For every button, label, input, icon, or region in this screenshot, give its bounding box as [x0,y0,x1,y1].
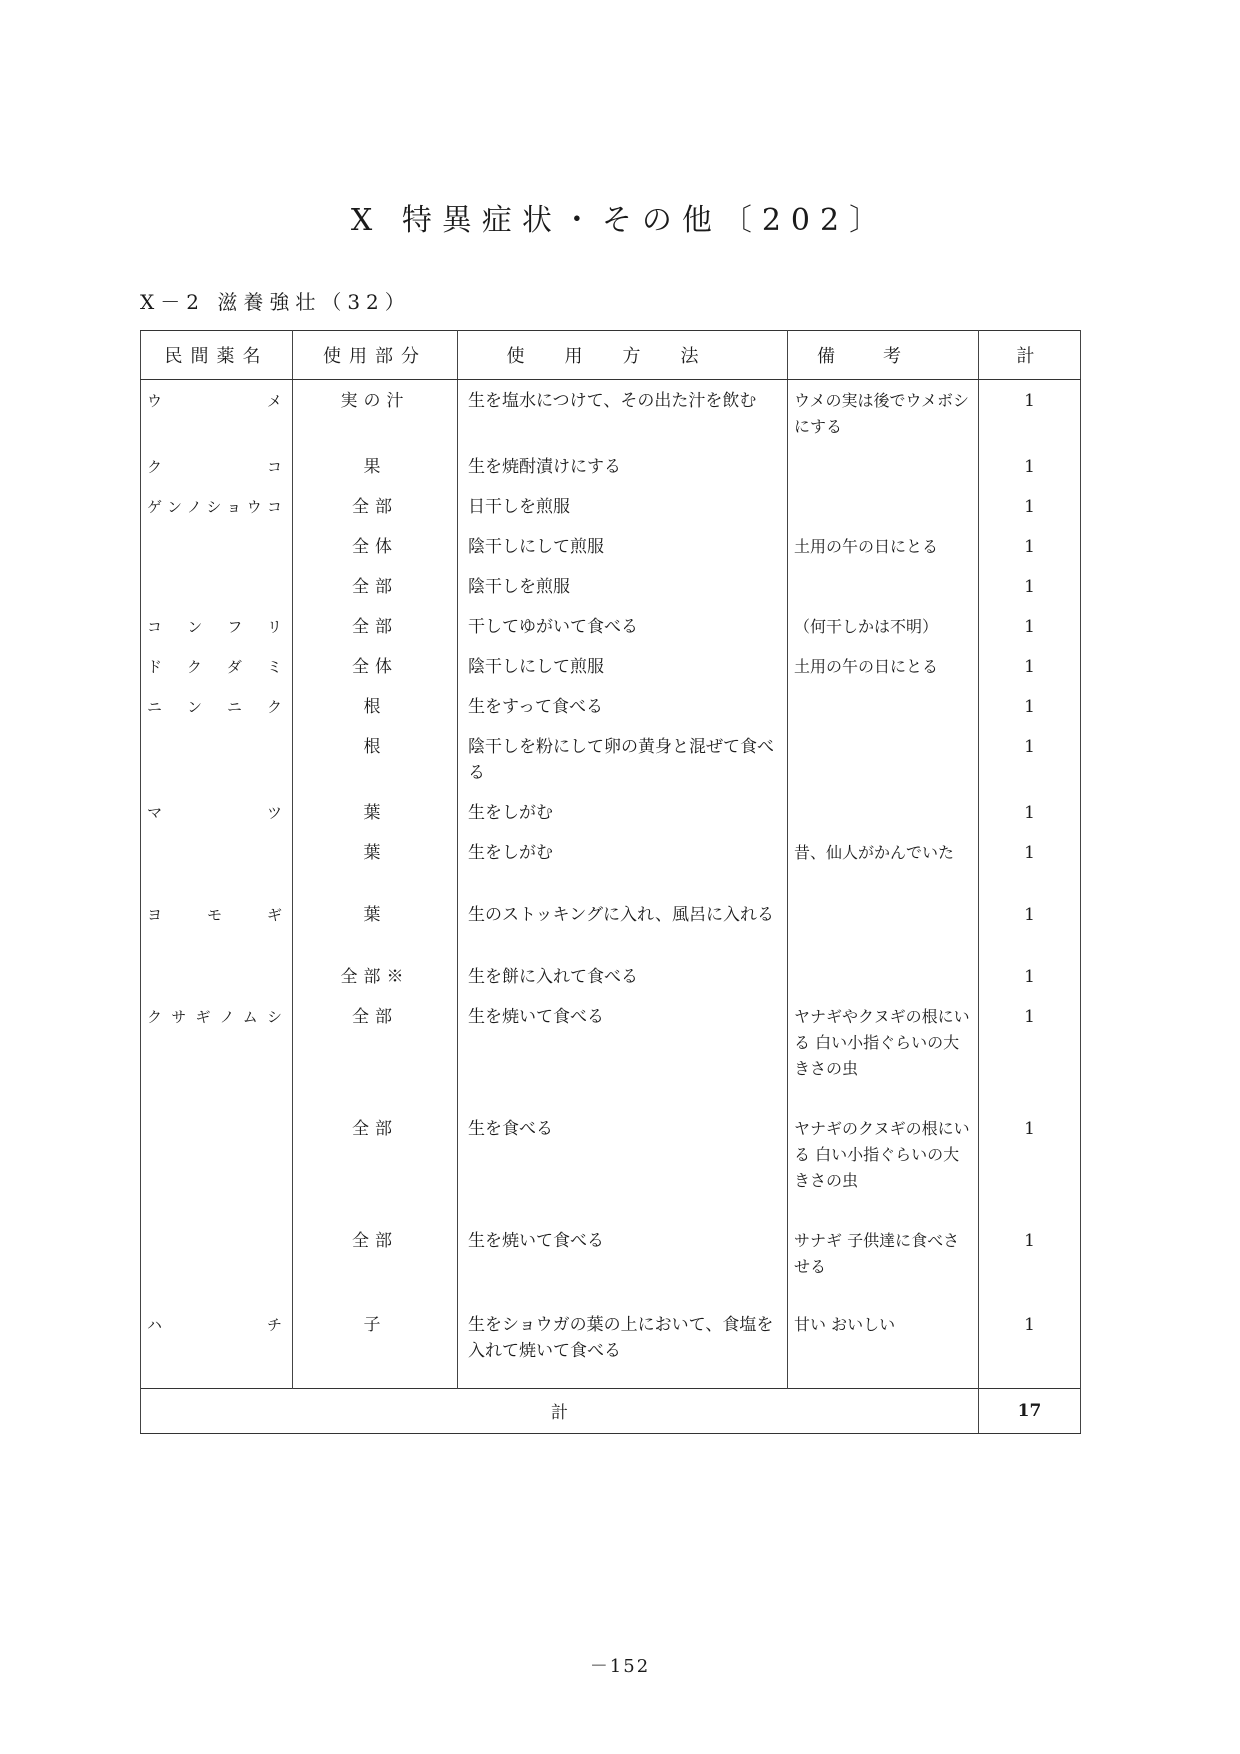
cell-notes: ヤナギやクヌギの根にいる 白い小指ぐらいの大きさの虫 [788,996,979,1108]
cell-remedy-name: コンフリ [141,606,293,646]
cell-part-used: 全部 [293,566,458,606]
cell-remedy-name: ドクダミ [141,646,293,686]
cell-part-used: 根 [293,726,458,792]
cell-remedy-name: ハチ [141,1304,293,1388]
cell-remedy-name: ウメ [141,380,293,447]
table-body [141,380,1081,1389]
table-row [141,526,1081,566]
cell-usage-method: 生をショウガの葉の上において、食塩を入れて焼いて食べる [458,1304,788,1388]
cell-count: 1 [979,1108,1081,1220]
cell-notes [788,686,979,726]
cell-notes [788,446,979,486]
cell-remedy-name: マツ [141,792,293,832]
table-row [141,1108,1081,1220]
cell-usage-method: 陰干しを煎服 [458,566,788,606]
cell-count: 1 [979,1304,1081,1388]
cell-remedy-name [141,1108,293,1220]
table-row [141,894,1081,956]
cell-usage-method: 生を塩水につけて、その出た汁を飲む [458,380,788,447]
cell-count: 1 [979,566,1081,606]
cell-remedy-name: クコ [141,446,293,486]
header-usage-method: 使用方法 [458,331,788,380]
cell-part-used: 葉 [293,894,458,956]
cell-usage-method: 生を餅に入れて食べる [458,956,788,996]
cell-part-used: 子 [293,1304,458,1388]
table-row [141,996,1081,1108]
cell-count: 1 [979,792,1081,832]
header-notes: 備考 [788,331,979,380]
cell-notes: 土用の午の日にとる [788,526,979,566]
cell-count: 1 [979,446,1081,486]
remedy-table-container [140,330,1080,1434]
cell-count: 1 [979,956,1081,996]
cell-part-used: 葉 [293,832,458,894]
table-row [141,380,1081,447]
cell-notes [788,486,979,526]
cell-part-used: 葉 [293,792,458,832]
cell-part-used: 全体 [293,526,458,566]
cell-count: 1 [979,380,1081,447]
table-row [141,1220,1081,1304]
cell-part-used: 全部 [293,486,458,526]
total-label: 計 [141,1388,979,1433]
cell-usage-method: 陰干しを粉にして卵の黄身と混ぜて食べる [458,726,788,792]
cell-notes: ヤナギのクヌギの根にいる 白い小指ぐらいの大きさの虫 [788,1108,979,1220]
cell-count: 1 [979,686,1081,726]
cell-remedy-name: ヨモギ [141,894,293,956]
cell-count: 1 [979,894,1081,956]
cell-usage-method: 生をすって食べる [458,686,788,726]
cell-remedy-name: クサギノムシ [141,996,293,1108]
header-remedy-name: 民間薬名 [141,331,293,380]
table-row [141,1304,1081,1388]
total-value: 17 [979,1388,1081,1433]
cell-usage-method: 陰干しにして煎服 [458,526,788,566]
cell-part-used: 実の汁 [293,380,458,447]
cell-count: 1 [979,1220,1081,1304]
table-row [141,792,1081,832]
table-row [141,956,1081,996]
cell-part-used: 全部 [293,996,458,1108]
cell-count: 1 [979,646,1081,686]
cell-notes [788,792,979,832]
cell-usage-method: 陰干しにして煎服 [458,646,788,686]
cell-notes: 土用の午の日にとる [788,646,979,686]
cell-notes: 甘い おいしい [788,1304,979,1388]
cell-remedy-name: ニンニク [141,686,293,726]
cell-part-used: 全部 [293,1108,458,1220]
table-row [141,606,1081,646]
cell-remedy-name [141,956,293,996]
cell-part-used: 全部 [293,606,458,646]
section-title: X－2 滋養強壮（32） [140,290,411,314]
cell-notes [788,894,979,956]
cell-remedy-name [141,1220,293,1304]
table-row [141,646,1081,686]
cell-part-used: 全部※ [293,956,458,996]
table-header-row [141,331,1081,380]
header-count: 計 [979,331,1081,380]
cell-remedy-name [141,526,293,566]
cell-usage-method: 生をしがむ [458,792,788,832]
table-row [141,446,1081,486]
cell-notes: サナギ 子供達に食べさせる [788,1220,979,1304]
cell-usage-method: 生を焼いて食べる [458,996,788,1108]
cell-count: 1 [979,606,1081,646]
header-part-used: 使用部分 [293,331,458,380]
page-number: －152 [589,1656,651,1677]
cell-usage-method: 生をしがむ [458,832,788,894]
cell-part-used: 根 [293,686,458,726]
table-row [141,726,1081,792]
remedy-table [140,330,1081,1434]
cell-notes [788,956,979,996]
cell-notes [788,566,979,606]
cell-count: 1 [979,526,1081,566]
cell-usage-method: 生を食べる [458,1108,788,1220]
cell-notes: ウメの実は後でウメボシにする [788,380,979,447]
total-row [141,1388,1081,1433]
table-row [141,566,1081,606]
cell-usage-method: 日干しを煎服 [458,486,788,526]
cell-part-used: 果 [293,446,458,486]
cell-notes: 昔、仙人がかんでいた [788,832,979,894]
cell-usage-method: 生のストッキングに入れ、風呂に入れる [458,894,788,956]
cell-remedy-name [141,566,293,606]
table-row [141,486,1081,526]
cell-count: 1 [979,726,1081,792]
cell-part-used: 全体 [293,646,458,686]
table-row [141,686,1081,726]
cell-notes: （何干しかは不明） [788,606,979,646]
cell-count: 1 [979,996,1081,1108]
cell-remedy-name: ゲンノショウコ [141,486,293,526]
cell-part-used: 全部 [293,1220,458,1304]
cell-remedy-name [141,832,293,894]
cell-count: 1 [979,486,1081,526]
cell-usage-method: 生を焼いて食べる [458,1220,788,1304]
cell-usage-method: 干してゆがいて食べる [458,606,788,646]
table-row [141,832,1081,894]
cell-usage-method: 生を焼酎漬けにする [458,446,788,486]
cell-remedy-name [141,726,293,792]
cell-count: 1 [979,832,1081,894]
page-title: X 特異症状・その他〔202〕 [350,203,890,238]
cell-notes [788,726,979,792]
